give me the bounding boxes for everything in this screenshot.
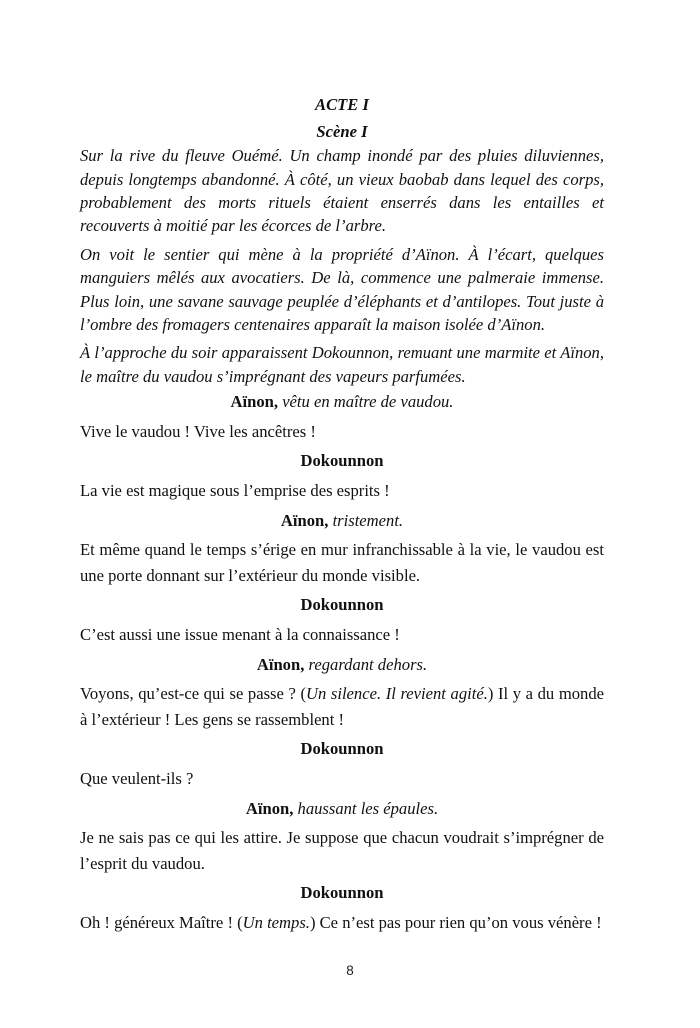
dialogue-line: Que veulent-ils ? (80, 768, 194, 788)
speaker-heading (80, 389, 604, 415)
act-title: ACTE I (315, 95, 369, 114)
inline-stage-direction: Un silence. Il revient agité. (305, 684, 488, 704)
dialogue-line: Vive le vaudou ! Vive les ancêtres ! (80, 421, 316, 441)
speaker-heading (80, 448, 604, 474)
speaker-direction: regardant dehors. (308, 654, 428, 674)
stage-direction: On voit le sentier qui mène à la propriété d’Aïnon. À l’écart, quelques manguiers mêlés aux avocatiers. De là, commence une palmeraie immense. Plus loin, une savane sauvage peuplée d’éléphants et d’antilopes. Tout juste à l’ombre des fromagers centenaires apparaît la maison isolée d’Aïnon. (80, 244, 604, 335)
dialogue-line (80, 910, 604, 936)
scene-title: Scène I (316, 121, 368, 141)
dialogue-text: ) Il y a du monde à l’extérieur ! Les gens se rassemblent ! (80, 684, 604, 729)
speaker-direction: tristement. (332, 510, 404, 530)
speaker-direction: vêtu en maître de vaudou. (282, 392, 454, 412)
dialogue-line: La vie est magique sous l’emprise des esprits ! (80, 481, 390, 501)
page-number: 8 (346, 963, 354, 978)
speaker-heading (80, 508, 604, 534)
speaker-name: Dokounnon (300, 451, 384, 471)
speaker-name: Aïnon, (245, 798, 294, 818)
dialogue-text: Oh ! généreux Maître ! ( (80, 912, 243, 932)
dialogue-text: ) Ce n’est pas pour rien qu’on vous vénère ! (309, 912, 602, 932)
stage-direction: À l’approche du soir apparaissent Dokounnon, remuant une marmite et Aïnon, le maître du vaudou s’imprégnant des vapeurs parfumées. (80, 343, 604, 386)
dialogue-line (80, 681, 604, 732)
speaker-name: Dokounnon (300, 595, 384, 615)
speaker-name: Aïnon, (230, 392, 279, 412)
speaker-name: Aïnon, (256, 654, 305, 674)
stage-direction: Sur la rive du fleuve Ouémé. Un champ inondé par des pluies diluviennes, depuis longtemps abandonné. À côté, un vieux baobab dans lequel des corps, probablement des morts rituels étaient enserrés dans les entailles et recouverts à moitié par les écorces de l’arbre. (80, 146, 604, 236)
speaker-direction: haussant les épaules. (297, 798, 439, 818)
inline-stage-direction: Un temps. (242, 912, 310, 932)
dialogue-line: Je ne sais pas ce qui les attire. Je suppose que chacun voudrait s’imprégner de l’esprit du vaudou. (80, 828, 604, 873)
speaker-heading (80, 652, 604, 678)
dialogue-text: Voyons, qu’est-ce qui se passe ? ( (80, 684, 306, 704)
speaker-name: Dokounnon (300, 883, 384, 903)
speaker-heading (80, 880, 604, 906)
speaker-heading (80, 736, 604, 762)
speaker-heading (80, 592, 604, 618)
speaker-name: Aïnon, (280, 510, 329, 530)
speaker-heading (80, 796, 604, 822)
dialogue-line: Et même quand le temps s’érige en mur infranchissable à la vie, le vaudou est une porte donnant sur l’extérieur du monde visible. (80, 540, 604, 585)
page-content (80, 92, 604, 936)
dialogue-line: C’est aussi une issue menant à la connaissance ! (80, 625, 400, 644)
speaker-name: Dokounnon (300, 739, 384, 759)
